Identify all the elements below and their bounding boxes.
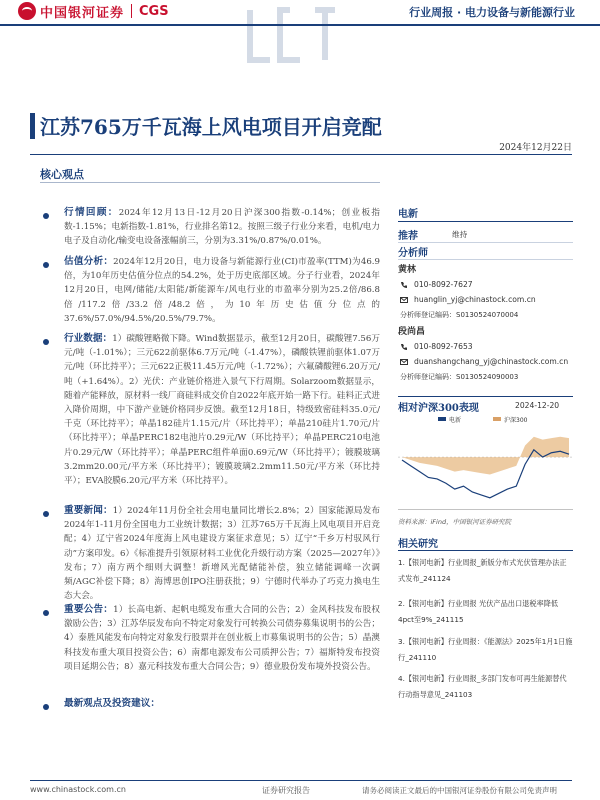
analyst-name: 黄林 (398, 265, 417, 275)
para-body: 2024年12月20日，电力设备与新能源行业(CI)市盈率(TTM)为46.9倍，为10年历史估值分位点的54.2%，处于历史底部区域。分子行业看，2024年12月20日，电网/储能/太阳能/新能源车/风电行业的市盈率分别为25.2倍/86.8倍/117.2倍/33.2倍/48.2倍，为10年历史估值分位点的37.6%/57.0%/94.5%/20.5%/79.7%。 (64, 257, 381, 324)
para-body: 1）长高电新、起帆电缆发布重大合同的公告；2）金风科技发布股权激励公告；3）江苏华辰发布向不特定对象发行可转换公司债券募集说明书的公告；4）泰胜风能发布向特定对象发行股票并在创业板上市募集说明书的公告；5）晶澳科技发布重大项目投资公告；6）南都电源发布公司质押公告；7）福斯特发布投资项目延期公告；8）嘉元科技发布重大合同公告；9）德业股份发布境外投资公告。 (64, 605, 381, 672)
legend-label: 沪深300 (504, 417, 528, 424)
paragraph-announcements (64, 603, 380, 674)
email-icon (400, 358, 408, 366)
relative-performance-chart (398, 414, 573, 510)
report-type: 行业周报 · 电力设备与新能源行业 (409, 6, 575, 19)
sidebar-rule (398, 242, 573, 243)
bullet-icon (43, 213, 49, 219)
analyst-cert: 分析师登记编码：S0130524070004 (400, 311, 519, 319)
paragraph-views (64, 697, 380, 711)
paragraph-industry-data (64, 332, 380, 488)
legend-label: 电新 (449, 417, 462, 424)
report-date: 2024年12月22日 (499, 143, 572, 153)
para-head: 行情回顾： (64, 207, 119, 218)
para-head: 重要公告： (64, 604, 114, 615)
related-item[interactable]: 1.【银河电新】行业周报_新版分布式光伏管理办法正式发布_241124 (398, 558, 567, 583)
sidebar-rule (398, 396, 573, 397)
page-title: 江苏765万千瓦海上风电项目开启竞配 (40, 115, 382, 139)
logo-cn-text: 中国银河证券 (40, 5, 125, 21)
bullet-icon (43, 511, 49, 517)
analyst-cert: 分析师登记编码：S0130524090003 (400, 373, 519, 381)
analyst-phone: 010-8092-7627 (414, 280, 473, 289)
related-item[interactable]: 4.【银河电新】行业周报_多部门发布可再生能源替代行动指导意见_241103 (398, 674, 567, 699)
logo-en-text: CGS (139, 3, 169, 19)
bullet-icon (43, 610, 49, 616)
bullet-icon (43, 704, 49, 710)
footer-center: 证券研究报告 (262, 786, 310, 795)
para-head: 最新观点及投资建议： (64, 698, 160, 709)
bullet-icon (43, 262, 49, 268)
para-body: 1）碳酸锂略微下降。Wind数据显示，截至12月20日，碳酸锂7.56万元/吨（-1.01%）；三元622前驱体6.7万元/吨（-1.47%），磷酸铁锂前驱体1.07万元/吨（环比持平）；三元622正极11.45万元/吨（-1.72%）；六氟磷酸锂6.20万元/吨（+1.64%）。2）光伏：产业链价格进入景气下行周期。Solarzoom数据显示，随着产能释放，原材料一线厂商硅料成交价自2022年底开始一路下行。硅料正式进入降价周期，中下游产业链价格同步反馈。截至12月18日，特级致密硅料35.0元/千克（环比持平）；单晶182硅片1.15元/片（环比持平）；单晶210硅片1.70元/片（环比持平）；单晶PERC182电池片0.29元/W（环比持平）；单晶PERC210电池片0.29元/W（环比持平）；单晶PERC组件单面0.69元/W（环比持平）；镀膜玻璃3.2mm20.00元/平方米（环比持平）；镀膜玻璃2.2mm11.50元/平方米（环比持平）；EVA胶膜6.20元/平方米（环比持平）。 (64, 334, 380, 487)
analyst-phone: 010-8092-7653 (414, 342, 473, 351)
sidebar-industry: 电新 (398, 209, 418, 220)
paragraph-valuation (64, 255, 380, 326)
company-logo (18, 0, 169, 22)
email-icon (400, 296, 408, 304)
analyst-heading: 分析师 (398, 248, 428, 259)
para-body: 2024年12月13日-12月20日沪深300指数-0.14%；创业板指数-1.15%；电新指数-1.81%，行业排名第12。按照三级子行业分来看，电机/电力电子及自动化/输变电设备涨幅前三，分别为3.31%/0.87%/0.01%。 (64, 208, 381, 247)
para-head: 重要新闻： (64, 505, 113, 516)
title-rule (30, 154, 572, 155)
footer-website[interactable]: www.chinastock.com.cn (30, 785, 126, 794)
related-item[interactable]: 3.【银河电新】行业周报：《能源法》2025年1月1日施行_241110 (398, 637, 573, 662)
title-accent-bar (30, 113, 35, 139)
chart-source: 资料来源：iFind，中国银河证券研究院 (398, 518, 512, 526)
sidebar-rule (398, 550, 573, 551)
sidebar-rule (398, 259, 573, 260)
logo-emblem-icon (18, 2, 36, 20)
phone-icon (400, 281, 408, 289)
footer-disclaimer: 请务必阅读正文最后的中国银河证券股份有限公司免责声明 (362, 786, 557, 795)
sidebar-rule (398, 221, 573, 222)
rating-label: 推荐 (398, 231, 418, 242)
phone-icon (400, 343, 408, 351)
paragraph-news (64, 504, 380, 603)
related-item[interactable]: 2.【银河电新】行业周报 光伏产品出口退税率降低4pct至9%_241115 (398, 599, 559, 624)
legend-swatch (493, 417, 501, 421)
para-head: 行业数据： (64, 333, 113, 344)
analyst-email[interactable]: duanshangchang_yj@chinastock.com.cn (414, 357, 569, 366)
core-rule (40, 182, 380, 183)
analyst-email[interactable]: huanglin_yj@chinastock.com.cn (414, 295, 536, 304)
footer-rule (30, 780, 572, 781)
bullet-icon (43, 339, 49, 345)
paragraph-market-review (64, 206, 380, 249)
para-body: 1）2024年11月份全社会用电量同比增长2.8%；2）国家能源局发布2024年1-11月份全国电力工业统计数据；3）江苏765万千瓦海上风电项目开启竞配；4）辽宁省2024年度海上风电建设方案征求意见；5）辽宁“千乡万村驭风行动”方案印发。6）《标准提升引领原材料工业优化升级行动方案（2025—2027年）》发布；7）南方两个细则大调整！新增风光配储能补偿，独立储能调峰一次调频/AGC补偿下降；8）海博思创IPO注册获批；9）宁德时代举办了巧克力换电生态大会。 (64, 506, 381, 602)
logo-divider (131, 4, 132, 18)
watermark-icon (240, 0, 360, 80)
chart-legend (438, 416, 528, 424)
analyst-name: 段尚昌 (398, 327, 426, 337)
para-head: 估值分析： (64, 256, 114, 267)
section-core-heading: 核心观点 (40, 168, 84, 181)
series-hs300-area (402, 437, 569, 475)
rating-value: 维持 (452, 230, 468, 239)
related-heading: 相关研究 (398, 539, 438, 550)
legend-swatch (438, 417, 446, 421)
chart-date: 2024-12-20 (515, 401, 560, 410)
chart-heading: 相对沪深300表现 (398, 403, 479, 414)
